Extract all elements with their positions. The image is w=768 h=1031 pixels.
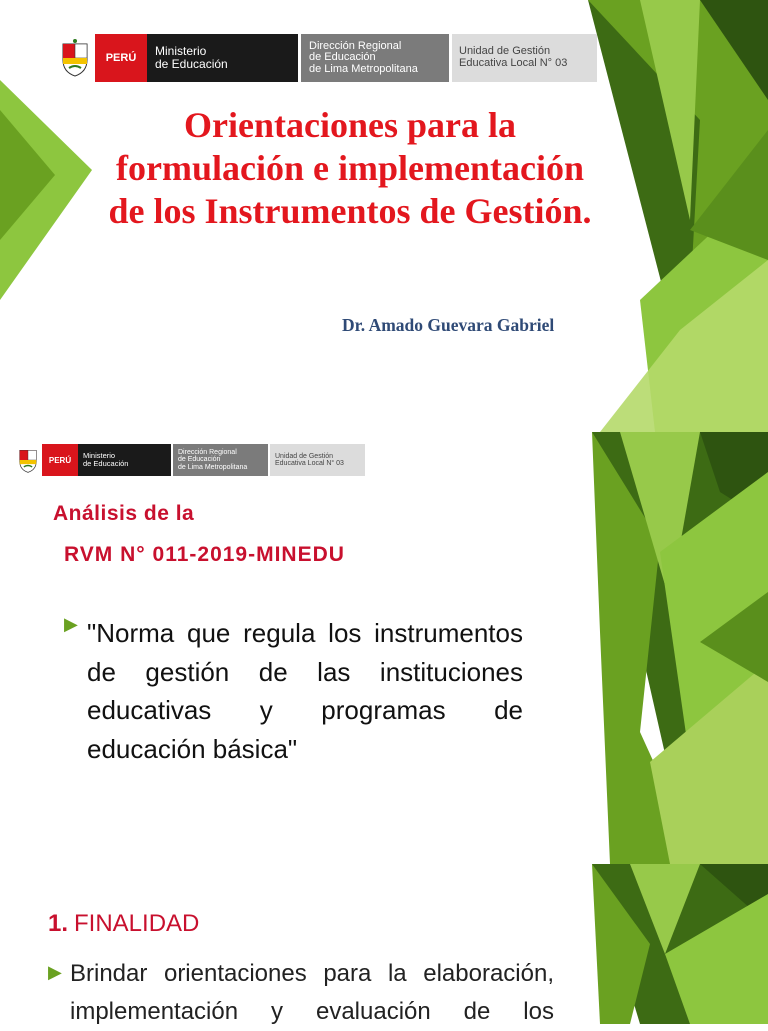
institution-header xyxy=(55,34,597,82)
finalidad-text: Brindar orientaciones para la elaboración, implementación y evaluación de los xyxy=(70,960,554,1025)
author-name: Dr. Amado Guevara Gabriel xyxy=(342,315,555,335)
norm-quote xyxy=(87,614,523,768)
institution-header xyxy=(14,444,365,476)
rvm-heading: RVM N° 011-2019-MINEDU xyxy=(64,543,345,566)
coat-of-arms-logo xyxy=(55,34,95,82)
slide-title xyxy=(0,0,768,432)
ministry-label: Ministerio de Educación xyxy=(147,34,298,82)
ugel-label: Unidad de Gestión Educativa Local N° 03 xyxy=(270,444,365,476)
triangle-bullet-icon: ▶ xyxy=(64,614,78,634)
peru-label: PERÚ xyxy=(42,444,78,476)
ministry-label: Ministerio de Educación xyxy=(78,444,171,476)
regional-directorate-label: Dirección Regional de Educación de Lima Metropolitana xyxy=(301,34,449,82)
ugel-label: Unidad de Gestión Educativa Local N° 03 xyxy=(452,34,597,82)
section-number: 1. xyxy=(48,910,69,937)
triangle-bullet-icon: ▶ xyxy=(48,962,62,982)
norm-quote-text: "Norma que regula los instrumentos de gestión de las instituciones educativas y programas de xyxy=(87,618,523,725)
presentation-title: Orientaciones para la formulación e implementación de los Instrumentos de Gestión. xyxy=(108,105,592,231)
peru-label: PERÚ xyxy=(95,34,147,82)
section-title: FINALIDAD xyxy=(74,910,200,937)
section-heading xyxy=(48,910,199,938)
norm-quote-last-line: educación básica" xyxy=(87,733,298,764)
analysis-heading: Análisis de la xyxy=(53,502,195,525)
regional-directorate-label: Dirección Regional de Educación de Lima Metropolitana xyxy=(173,444,268,476)
coat-of-arms-logo xyxy=(14,444,42,476)
